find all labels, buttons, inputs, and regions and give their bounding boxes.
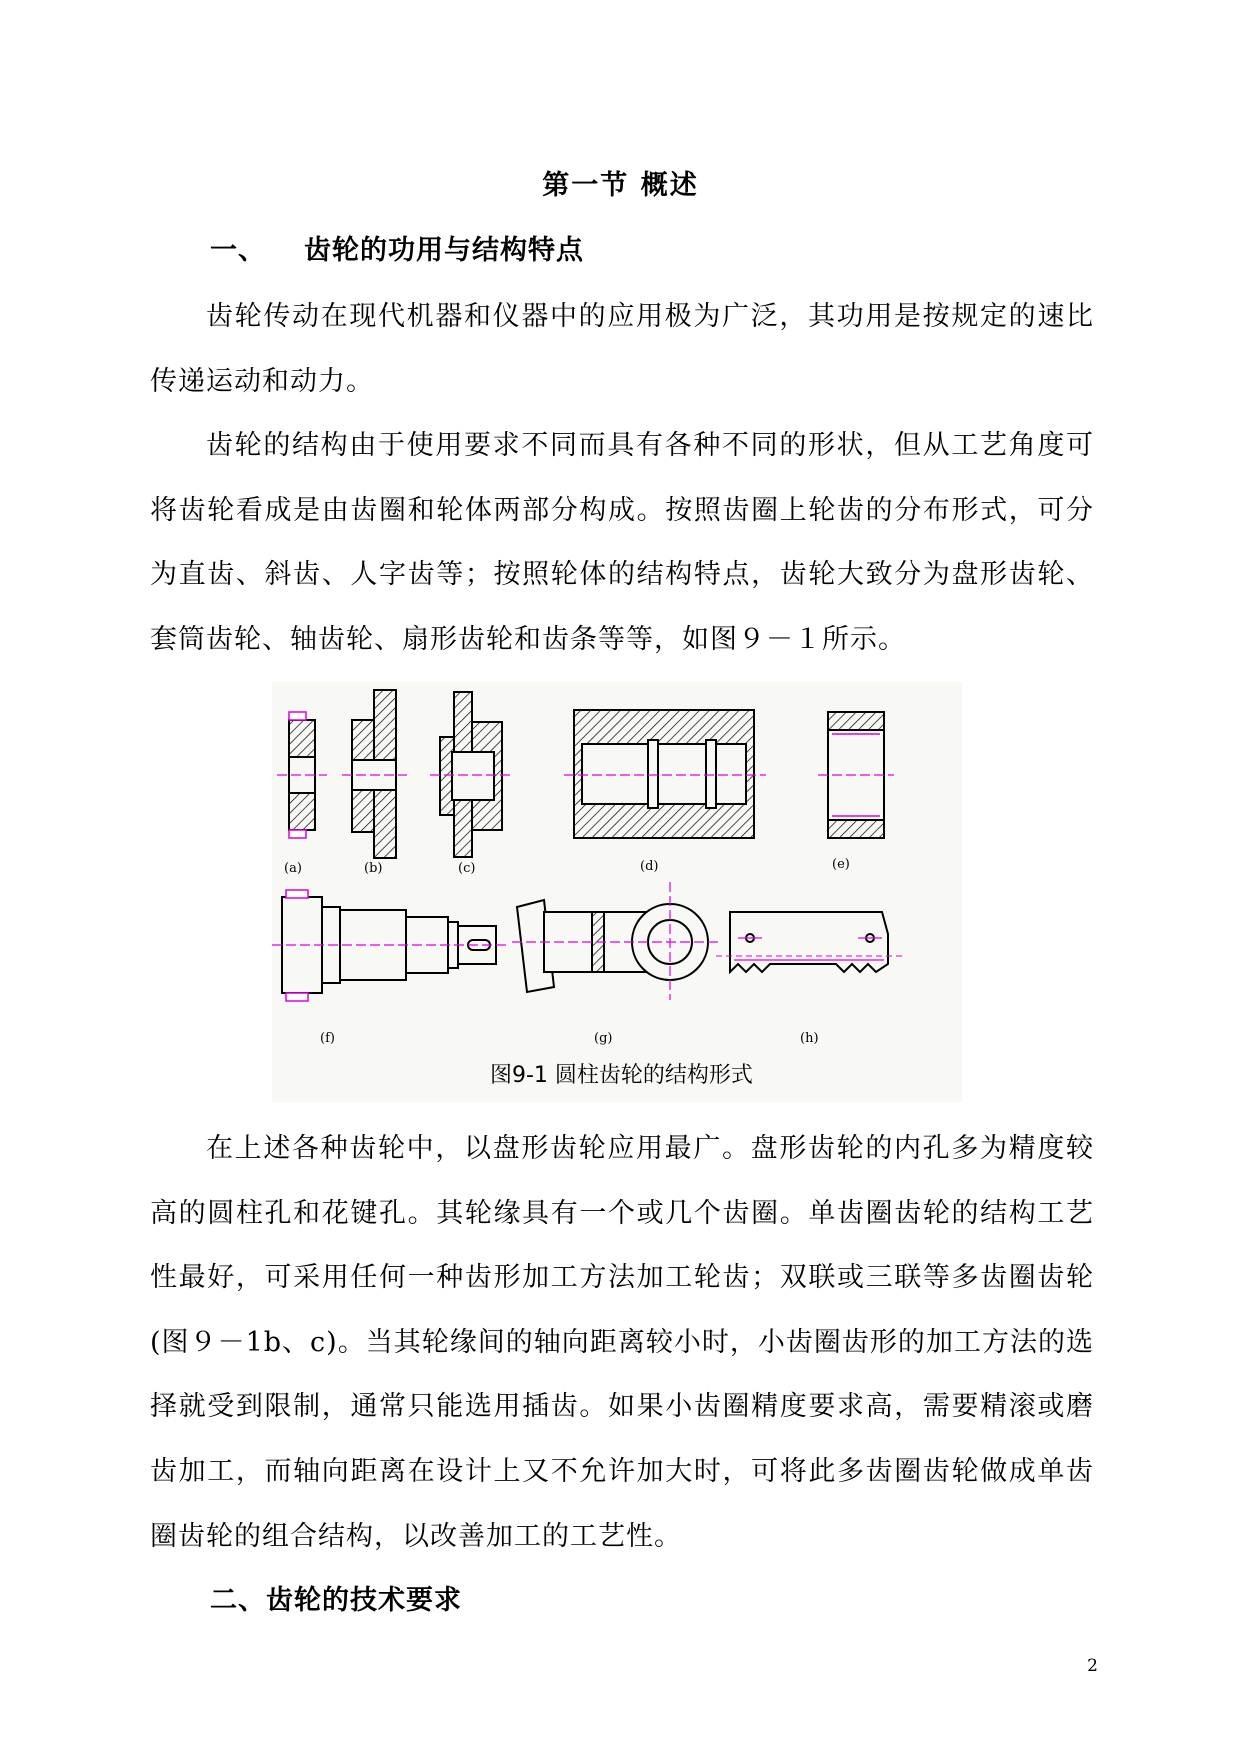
figure-9-1: [272, 682, 962, 1102]
section-title: 第一节 概述: [542, 170, 699, 201]
paragraph-3: 在上述各种齿轮中，以盘形齿轮应用最广。盘形齿轮的内孔多为精度较高的圆柱孔和花键孔。其轮缘具有一个或几个齿圈。单齿圈齿轮的结构工艺性最好，可采用任何一种齿形加工方法加工轮齿；双联或三联等多齿圈齿轮(图９－1b、c)。当其轮缘间的轴向距离较小时，小齿圈齿形的加工方法的选择就受到限制，通常只能选用插齿。如果小齿圈精度要求高，需要精滚或磨齿加工，而轴向距离在设计上又不允许加大时，可将此多齿圈齿轮做成单齿圈齿轮的组合结构，以改善加工的工艺性。: [150, 1133, 1094, 1552]
label-e: (e): [832, 857, 850, 872]
paragraph-2: 齿轮的结构由于使用要求不同而具有各种不同的形状，但从工艺角度可将齿轮看成是由齿圈和轮体两部分构成。按照齿圈上轮齿的分布形式，可分为直齿、斜齿、人字齿等；按照轮体的结构特点，齿轮大致分为盘形齿轮、套筒齿轮、轴齿轮、扇形齿轮和齿条等等，如图９－１所示。: [150, 430, 1094, 655]
gear-h-drawing: [716, 912, 902, 972]
label-a: (a): [284, 861, 302, 876]
label-h: (h): [800, 1031, 819, 1046]
label-f: (f): [320, 1031, 335, 1046]
page-number: 2: [1087, 1656, 1098, 1676]
label-c: (c): [458, 861, 476, 876]
label-b: (b): [364, 861, 383, 876]
label-g: (g): [594, 1031, 613, 1046]
heading-1: [210, 228, 584, 267]
figure-drawing: [272, 682, 962, 1102]
label-d: (d): [640, 859, 659, 874]
heading-1-text: 齿轮的功用与结构特点: [304, 235, 584, 266]
heading-1-number: 一、: [210, 235, 266, 266]
heading-2: 二、齿轮的技术要求: [210, 1585, 462, 1616]
gear-d-drawing: [564, 710, 766, 838]
figure-caption: 图9-1 圆柱齿轮的结构形式: [490, 1063, 753, 1088]
gear-e-drawing: [818, 712, 894, 838]
paragraph-1: 齿轮传动在现代机器和仪器中的应用极为广泛，其功用是按规定的速比传递运动和动力。: [150, 301, 1094, 397]
